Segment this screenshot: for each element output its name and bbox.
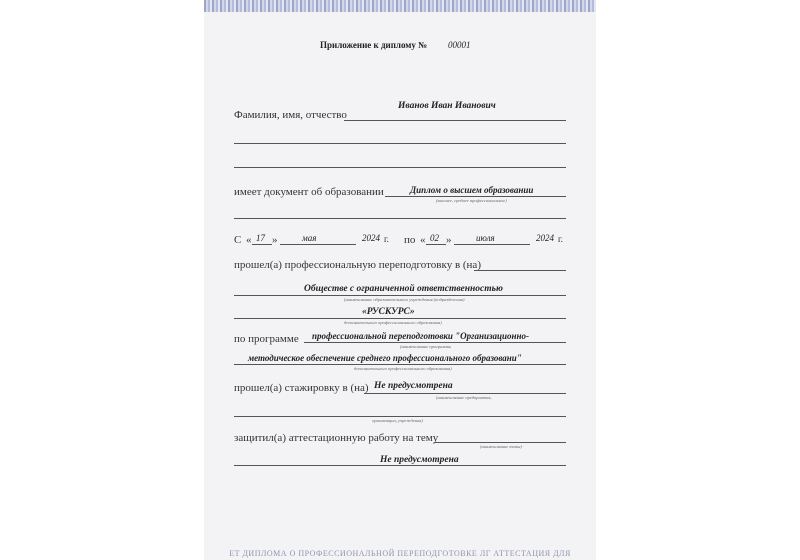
diploma-appendix-sheet [204,0,596,560]
period-from-month: мая [302,233,317,243]
org-line2-rule [234,318,566,319]
period-to-day: 02 [430,233,439,243]
header-title: Приложение к диплому № [320,40,428,50]
period-from-quote-open: « [246,234,252,246]
document-line-2 [234,218,566,219]
fio-value: Иванов Иван Иванович [398,101,496,111]
retraining-line [474,270,566,271]
period-from-year: 2024 [362,233,380,243]
program-hint2: дополнительного профессионального образования) [354,366,452,371]
period-from-quote-close: » [272,234,278,246]
period-to-month: июля [476,233,495,243]
period-to-year: 2024 [536,233,554,243]
document-value: Диплом о высшем образовании [410,185,534,195]
internship-value: Не предусмотрена [374,381,453,391]
fio-line-3 [234,167,566,168]
period-to-quote-close: » [446,234,452,246]
internship-hint2: организации, учреждения) [372,418,423,423]
period-to-day-line [426,244,446,245]
top-guilloche-border [204,0,596,12]
period-from-prefix: С [234,234,242,246]
internship-label: прошел(а) стажировку в (на) [234,382,369,394]
fio-label: Фамилия, имя, отчество [234,109,347,121]
period-to-quote-open: « [420,234,426,246]
document-hint: (высшее, среднее профессиональное) [436,198,507,203]
period-to-year-suffix: г. [558,234,563,244]
internship-line [364,393,566,394]
program-label: по программе [234,333,299,345]
bottom-guilloche-strip: ЕТ ДИПЛОМА О ПРОФЕССИОНАЛЬНОЙ ПЕРЕПОДГОТОВКЕ ЛГ АТТЕСТАЦИЯ ДЛЯ [229,549,571,558]
period-to-month-line [454,244,530,245]
retraining-label: прошел(а) профессиональную переподготовку в (на) [234,259,481,271]
fio-line [344,120,566,121]
period-from-day: 17 [256,233,265,243]
program-hint1: (наименование программы [400,344,452,349]
thesis-value: Не предусмотрена [380,455,459,465]
thesis-label: защитил(а) аттестационную работу на тему [234,432,439,444]
period-from-day-line [252,244,272,245]
org-line1-rule [234,295,566,296]
org-hint1: (наименование образовательного учреждения (подразделения) [344,297,465,302]
thesis-line-2 [234,465,566,466]
org-line2: «РУСКУРС» [362,307,415,317]
diploma-number: 00001 [448,40,471,50]
program-line2: методическое обеспечение среднего профессионального образовани" [248,353,522,363]
program-line2-rule [234,364,566,365]
document-line [385,196,566,197]
thesis-line [434,442,566,443]
period-from-month-line [280,244,356,245]
period-to-prefix: по [404,234,416,246]
internship-line-2 [234,416,566,417]
fio-line-2 [234,143,566,144]
org-line1: Обществе с ограниченной ответственностью [304,284,503,294]
thesis-hint: (наименование темы) [480,444,522,449]
program-line1-rule [304,342,566,343]
period-from-year-suffix: г. [384,234,389,244]
program-line1: профессиональной переподготовки "Организационно- [312,331,530,341]
org-hint2: дополнительного профессионального образования) [344,320,442,325]
document-label: имеет документ об образовании [234,186,384,198]
internship-hint1: (наименование предприятия, [436,395,492,400]
